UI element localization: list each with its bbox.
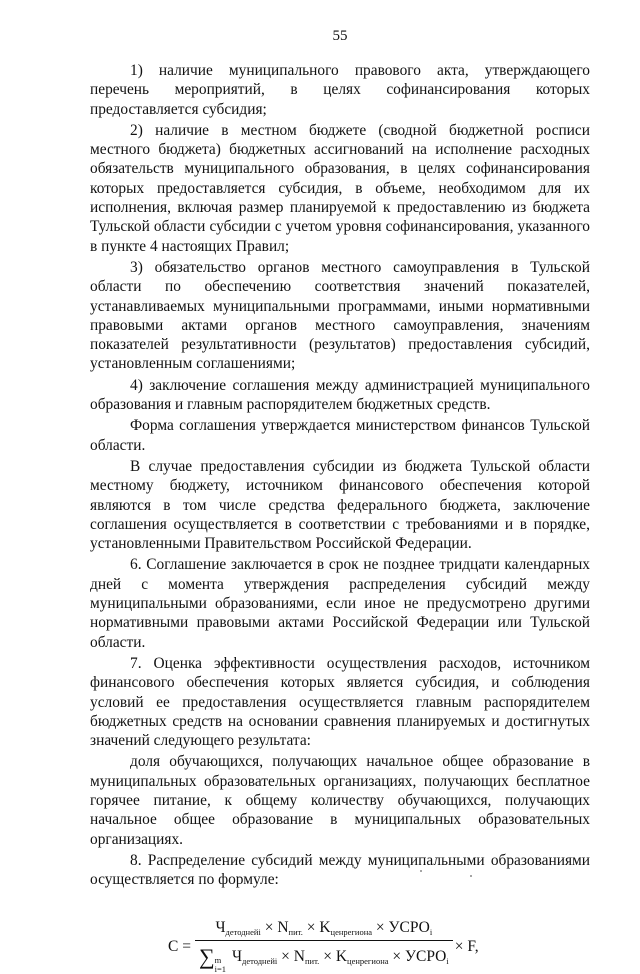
paragraph-result-indicator: доля обучающихся, получающих начальное общее образование в муниципальных образовательных организациях, получающих бесплатное горячее питание, к общему количеству обучающихся, получающих начальное общее образование в муниципальных образовательных организациях. bbox=[90, 753, 590, 848]
paragraph-agreement-form: Форма соглашения утверждается министерством финансов Тульской области. bbox=[90, 417, 590, 454]
paragraph-7: 7. Оценка эффективности осуществления расходов, источником финансового обеспечения которых является субсидия, и соблюдения условий ее предоставления осуществляется главным распорядителем бюджетных средств на основании сравнения планируемых и достигнутых значений следующего результата: bbox=[90, 654, 590, 750]
formula-fraction bbox=[195, 919, 453, 974]
scan-speck bbox=[470, 875, 472, 877]
distribution-formula bbox=[168, 919, 590, 974]
formula-denominator: ∑ m i=1 $Ч_{детоднейi} \times N_{пит.} \times K_{ценрегиона}$ × $УСРО_i$ bbox=[198, 944, 449, 974]
paragraph-8: 8. Распределение субсидий между муниципальными образованиями осуществляется по формуле: bbox=[90, 851, 590, 889]
sum-limits: m i=1 bbox=[214, 955, 227, 974]
fraction-bar bbox=[195, 940, 453, 941]
paragraph-4: 4) заключение соглашения между администрацией муниципального образования и главным распорядителем бюджетных средств. bbox=[90, 376, 590, 414]
paragraph-1: 1) наличие муниципального правового акта, утверждающего перечень мероприятий, в целях софинансирования которых предоставляется субсидия; bbox=[90, 62, 590, 118]
paragraph-6: 6. Соглашение заключается в срок не позднее тридцати календарных дней с момента утверждения распределения субсидий между муниципальными образованиями, если иное не предусмотрено другими нормативными правовыми актами Российской Федерации или Тульской области. bbox=[90, 556, 590, 651]
sum-symbol: ∑ bbox=[198, 944, 215, 970]
formula-numerator: $Ч_{детоднейi} \times N_{пит.} \times K_{ценрегиона}$ × $УСРО_i$ bbox=[215, 919, 433, 938]
paragraph-2: 2) наличие в местном бюджете (сводной бюджетной росписи местного бюджета) бюджетных ассигнований на исполнение расходных обязательств муниципального образования, в целях софинансирования которых предоставляется субсидия, в объеме, необходимом для их исполнения, включая размер планируемой к предоставлению из бюджета Тульской области субсидии с учетом уровня софинансирования, указанного в пункте 4 настоящих Правил; bbox=[90, 121, 590, 255]
formula-lhs: C = bbox=[168, 937, 191, 955]
page-number: 55 bbox=[332, 28, 348, 44]
paragraph-3: 3) обязательство органов местного самоуправления в Тульской области по обеспечению соответствия значений показателей, устанавливаемых муниципальными программами, иными нормативными правовыми актами органов местного самоуправления, значениям показателей результативности (результатов) предоставления субсидий, установленным соглашениями; bbox=[90, 258, 590, 373]
formula-rhs: × F, bbox=[454, 937, 479, 955]
paragraph-federal-funds: В случае предоставления субсидии из бюджета Тульской области местному бюджету, источником финансового обеспечения которой являются в том числе средства федерального бюджета, заключение соглашения осуществляется в соответствии с требованиями и в порядке, установленными Правительством Российской Федерации. bbox=[90, 457, 590, 553]
scan-speck bbox=[420, 870, 422, 872]
